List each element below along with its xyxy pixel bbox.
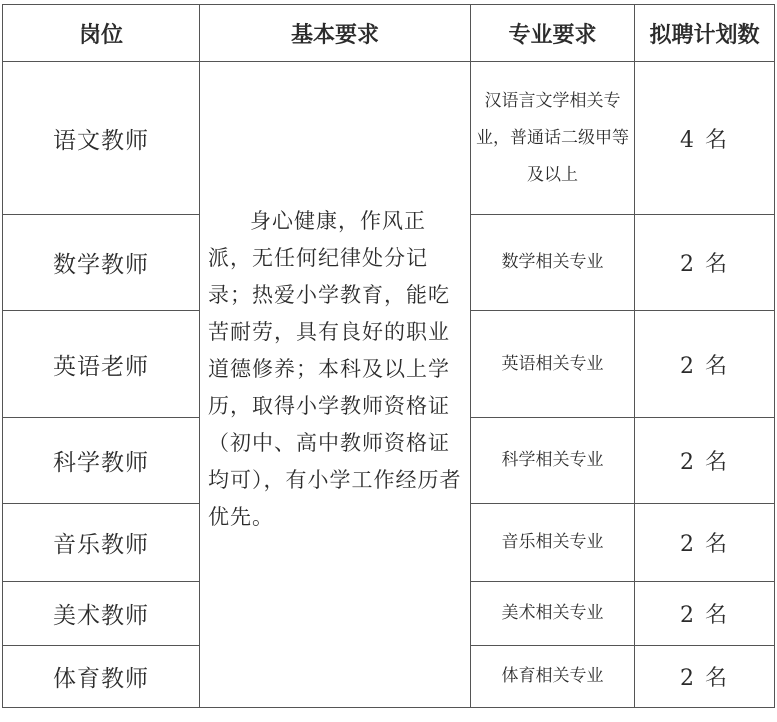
position-cell: 美术教师 <box>3 582 200 646</box>
count-cell: 2 名 <box>635 504 775 582</box>
position-cell: 体育教师 <box>3 646 200 708</box>
position-cell: 数学教师 <box>3 215 200 311</box>
table-row <box>3 62 775 215</box>
position-cell: 英语老师 <box>3 311 200 418</box>
count-cell: 2 名 <box>635 418 775 504</box>
count-cell: 2 名 <box>635 215 775 311</box>
major-cell: 音乐相关专业 <box>471 504 635 582</box>
recruitment-table <box>2 4 775 708</box>
major-cell: 美术相关专业 <box>471 582 635 646</box>
major-cell: 数学相关专业 <box>471 215 635 311</box>
count-cell: 2 名 <box>635 646 775 708</box>
header-position: 岗位 <box>3 5 200 62</box>
position-cell: 音乐教师 <box>3 504 200 582</box>
count-cell: 4 名 <box>635 62 775 215</box>
count-cell: 2 名 <box>635 582 775 646</box>
major-cell: 体育相关专业 <box>471 646 635 708</box>
header-major: 专业要求 <box>471 5 635 62</box>
major-cell: 汉语言文学相关专业，普通话二级甲等及以上 <box>471 62 635 215</box>
position-cell: 科学教师 <box>3 418 200 504</box>
position-cell: 语文教师 <box>3 62 200 215</box>
count-cell: 2 名 <box>635 311 775 418</box>
major-cell: 科学相关专业 <box>471 418 635 504</box>
header-requirements: 基本要求 <box>200 5 471 62</box>
header-count: 拟聘计划数 <box>635 5 775 62</box>
basic-requirements-cell: 身心健康，作风正派，无任何纪律处分记录；热爱小学教育，能吃苦耐劳，具有良好的职业道德修养；本科及以上学历，取得小学教师资格证（初中、高中教师资格证均可），有小学工作经历者优先。 <box>200 62 471 708</box>
table-header-row <box>3 5 775 62</box>
major-cell: 英语相关专业 <box>471 311 635 418</box>
